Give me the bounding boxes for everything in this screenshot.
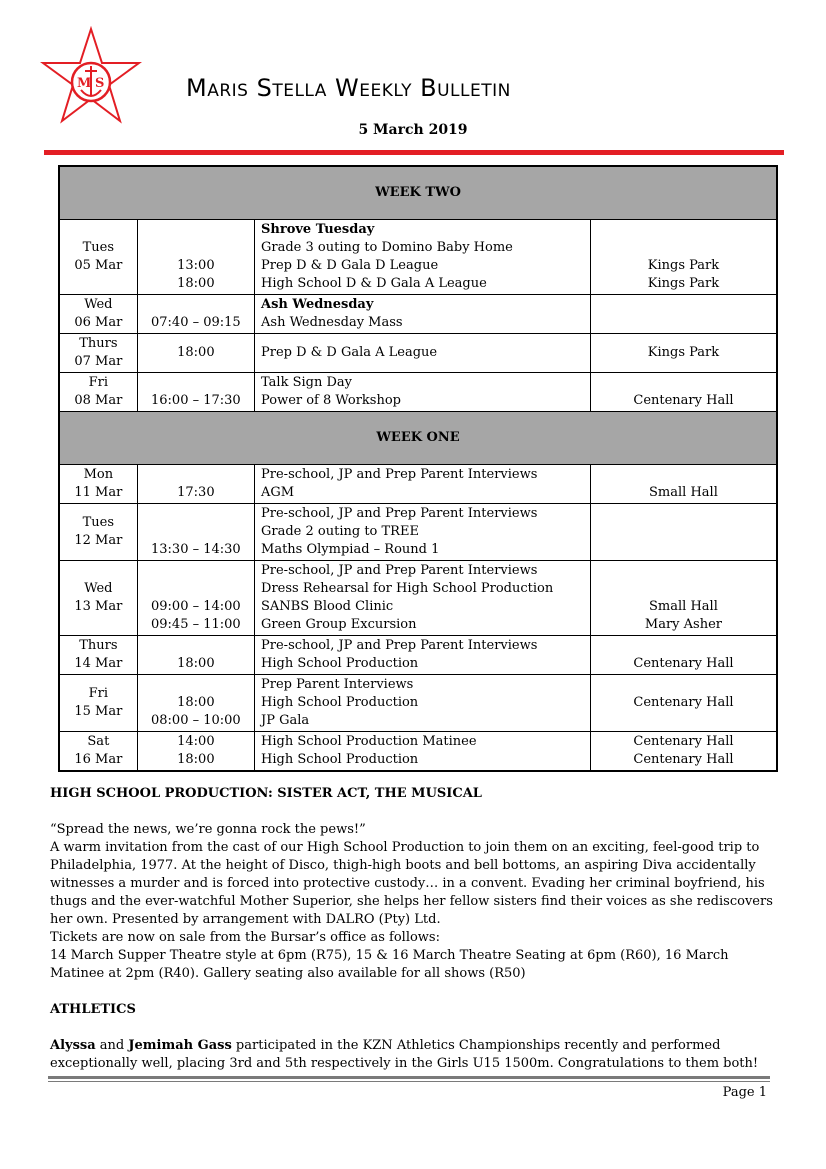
footer-divider-thin (48, 1081, 770, 1082)
time-cell (137, 561, 254, 636)
venue-label (597, 676, 770, 694)
event-label: Grade 3 outing to Domino Baby Home (261, 240, 513, 255)
event-label: High School D & D Gala A League (261, 276, 487, 291)
production-body (50, 821, 780, 983)
venue-label (597, 221, 770, 239)
time-label: 13:00 (177, 258, 215, 273)
venue-label: Centenary Hall (633, 752, 734, 767)
venue-label (597, 374, 770, 392)
production-description: A warm invitation from the cast of our High School Production to join them on an exciting, feel-good trip to Philadelphia, 1977. At the height of Disco, thigh-high boots and bell bottoms, an aspiring Diva accidentally witnesses a murder and is forced into protective custody… in a convent. Evading her criminal boyfriend, his thugs and the ever-watchful Mother Superior, she helps her fellow sisters find their voices as she rediscovers her own. Presented by arrangement with DALRO (Pty) Ltd. (50, 840, 773, 927)
event-label: High School Production (261, 695, 419, 710)
time-label: 18:00 (177, 752, 215, 767)
week-header-row (59, 412, 777, 465)
events-table-body (59, 166, 777, 771)
time-label (144, 637, 248, 655)
logo-letter-s: S (95, 76, 105, 91)
event-label: SANBS Blood Clinic (261, 599, 394, 614)
event-label: Prep D & D Gala A League (261, 345, 438, 360)
event-cell (255, 373, 591, 412)
event-label: Talk Sign Day (261, 375, 353, 390)
event-cell (255, 295, 591, 334)
time-cell (137, 465, 254, 504)
table-row (59, 675, 777, 732)
tickets-detail: 14 March Supper Theatre style at 6pm (R75), 15 & 16 March Theatre Seating at 6pm (R60), 16 March Matinee at 2pm (R40). Gallery seating also available for all shows (R50) (50, 948, 729, 981)
athletics-text: participated in the KZN Athletics Championships recently and performed exceptionally well, placing 3rd and 5th respectively in the Girls U15 1500m. Congratulations to them both! (50, 1038, 759, 1071)
table-row (59, 465, 777, 504)
venue-cell (590, 334, 777, 373)
day-label: 08 Mar (74, 393, 123, 408)
event-label: Pre-school, JP and Prep Parent Interviews (261, 563, 538, 578)
week-header: WEEK TWO (59, 166, 777, 220)
event-label: Pre-school, JP and Prep Parent Interviews (261, 467, 538, 482)
day-cell (59, 295, 137, 334)
day-label: Wed (84, 297, 113, 312)
event-label: JP Gala (261, 713, 310, 728)
day-cell (59, 220, 137, 295)
day-label: 07 Mar (74, 354, 123, 369)
venue-cell (590, 732, 777, 772)
day-label: Tues (82, 240, 115, 255)
day-cell (59, 561, 137, 636)
event-cell (255, 465, 591, 504)
venue-label: Kings Park (647, 345, 720, 360)
day-label: Fri (88, 375, 109, 390)
event-label: Grade 2 outing to TREE (261, 524, 419, 539)
venue-label: Centenary Hall (633, 695, 734, 710)
event-label: Ash Wednesday (261, 297, 374, 312)
venue-label (597, 562, 770, 580)
event-label: High School Production (261, 752, 419, 767)
week-header-row (59, 166, 777, 220)
event-label: Pre-school, JP and Prep Parent Interviews (261, 506, 538, 521)
day-label: 14 Mar (74, 656, 123, 671)
time-label (144, 296, 248, 314)
venue-label (597, 466, 770, 484)
day-cell (59, 373, 137, 412)
time-label: 14:00 (177, 734, 215, 749)
day-cell (59, 504, 137, 561)
athlete-name-1: Alyssa (50, 1038, 96, 1053)
event-cell (255, 561, 591, 636)
week-header: WEEK ONE (59, 412, 777, 465)
athletics-heading: ATHLETICS (50, 1002, 136, 1017)
venue-label: Centenary Hall (633, 393, 734, 408)
time-cell (137, 295, 254, 334)
athlete-name-2: Jemimah Gass (128, 1038, 232, 1053)
logo-letter-m: M (77, 76, 92, 91)
time-cell (137, 373, 254, 412)
day-label: 06 Mar (74, 315, 123, 330)
day-cell (59, 465, 137, 504)
time-cell (137, 504, 254, 561)
time-label: 09:45 – 11:00 (151, 617, 241, 632)
event-label: Pre-school, JP and Prep Parent Interviews (261, 638, 538, 653)
bulletin-date: 5 March 2019 (358, 122, 468, 138)
table-row (59, 373, 777, 412)
table-row (59, 732, 777, 772)
event-label: Ash Wednesday Mass (261, 315, 403, 330)
time-label: 09:00 – 14:00 (151, 599, 241, 614)
event-cell (255, 732, 591, 772)
time-label: 17:30 (177, 485, 215, 500)
venue-label: Kings Park (647, 276, 720, 291)
time-label (144, 562, 248, 580)
day-cell (59, 732, 137, 772)
table-row (59, 334, 777, 373)
venue-cell (590, 675, 777, 732)
day-cell (59, 334, 137, 373)
event-label: Shrove Tuesday (261, 222, 375, 237)
venue-label (597, 523, 770, 541)
venue-label: Small Hall (649, 599, 718, 614)
event-label: Dress Rehearsal for High School Production (261, 581, 554, 596)
time-label (144, 523, 248, 541)
event-cell (255, 675, 591, 732)
table-row (59, 220, 777, 295)
event-cell (255, 334, 591, 373)
day-cell (59, 675, 137, 732)
event-cell (255, 504, 591, 561)
day-label: 11 Mar (74, 485, 123, 500)
venue-cell (590, 504, 777, 561)
venue-label: Small Hall (649, 485, 718, 500)
venue-label: Mary Asher (644, 617, 722, 632)
time-label: 18:00 (177, 276, 215, 291)
day-cell (59, 636, 137, 675)
event-label: Prep Parent Interviews (261, 677, 414, 692)
venue-label (597, 239, 770, 257)
time-label: 16:00 – 17:30 (151, 393, 241, 408)
event-label: Maths Olympiad – Round 1 (261, 542, 440, 557)
footer-divider (48, 1076, 770, 1079)
event-label: Power of 8 Workshop (261, 393, 401, 408)
athletics-and: and (95, 1038, 129, 1053)
venue-cell (590, 465, 777, 504)
time-label (144, 374, 248, 392)
time-cell (137, 675, 254, 732)
time-label (144, 221, 248, 239)
event-label: AGM (261, 485, 295, 500)
venue-cell (590, 561, 777, 636)
table-row (59, 636, 777, 675)
day-label: 05 Mar (74, 258, 123, 273)
time-cell (137, 334, 254, 373)
event-label: Prep D & D Gala D League (261, 258, 439, 273)
time-label (144, 239, 248, 257)
venue-label: Centenary Hall (633, 656, 734, 671)
time-cell (137, 220, 254, 295)
day-label: Thurs (79, 638, 118, 653)
table-row (59, 295, 777, 334)
venue-label (597, 712, 770, 730)
venue-label: Centenary Hall (633, 734, 734, 749)
time-label (144, 505, 248, 523)
venue-label (597, 637, 770, 655)
time-label: 18:00 (177, 695, 215, 710)
venue-label (597, 541, 770, 559)
time-cell (137, 636, 254, 675)
venue-label (597, 580, 770, 598)
time-label: 07:40 – 09:15 (151, 315, 241, 330)
bulletin-title: Maris Stella Weekly Bulletin (186, 74, 511, 102)
header-divider (44, 150, 784, 155)
time-label: 18:00 (177, 656, 215, 671)
venue-label (597, 314, 770, 332)
day-label: Sat (87, 734, 110, 749)
production-quote: “Spread the news, we’re gonna rock the pews!” (50, 822, 366, 837)
event-cell (255, 636, 591, 675)
day-label: Mon (83, 467, 114, 482)
venue-cell (590, 295, 777, 334)
venue-label (597, 296, 770, 314)
time-label: 18:00 (177, 345, 215, 360)
day-label: Tues (82, 515, 115, 530)
event-label: High School Production Matinee (261, 734, 477, 749)
day-label: 12 Mar (74, 533, 123, 548)
event-label: High School Production (261, 656, 419, 671)
events-table (58, 165, 778, 772)
venue-cell (590, 636, 777, 675)
venue-cell (590, 220, 777, 295)
venue-label: Kings Park (647, 258, 720, 273)
time-label: 13:30 – 14:30 (151, 542, 241, 557)
venue-cell (590, 373, 777, 412)
venue-label (597, 505, 770, 523)
production-heading: HIGH SCHOOL PRODUCTION: SISTER ACT, THE MUSICAL (50, 786, 482, 801)
day-label: Wed (84, 581, 113, 596)
day-label: 13 Mar (74, 599, 123, 614)
table-row (59, 561, 777, 636)
event-label: Green Group Excursion (261, 617, 417, 632)
time-label: 08:00 – 10:00 (151, 713, 241, 728)
time-label (144, 580, 248, 598)
day-label: Fri (88, 686, 109, 701)
athletics-section (50, 1001, 780, 1073)
time-label (144, 466, 248, 484)
day-label: 16 Mar (74, 752, 123, 767)
tickets-intro: Tickets are now on sale from the Bursar’s office as follows: (50, 930, 440, 945)
day-label: Thurs (79, 336, 118, 351)
page-number: Page 1 (722, 1085, 767, 1100)
school-logo (40, 26, 142, 126)
time-label (144, 676, 248, 694)
athletics-body (50, 1037, 780, 1073)
production-section (50, 785, 780, 983)
time-cell (137, 732, 254, 772)
day-label: 15 Mar (74, 704, 123, 719)
event-cell (255, 220, 591, 295)
table-row (59, 504, 777, 561)
